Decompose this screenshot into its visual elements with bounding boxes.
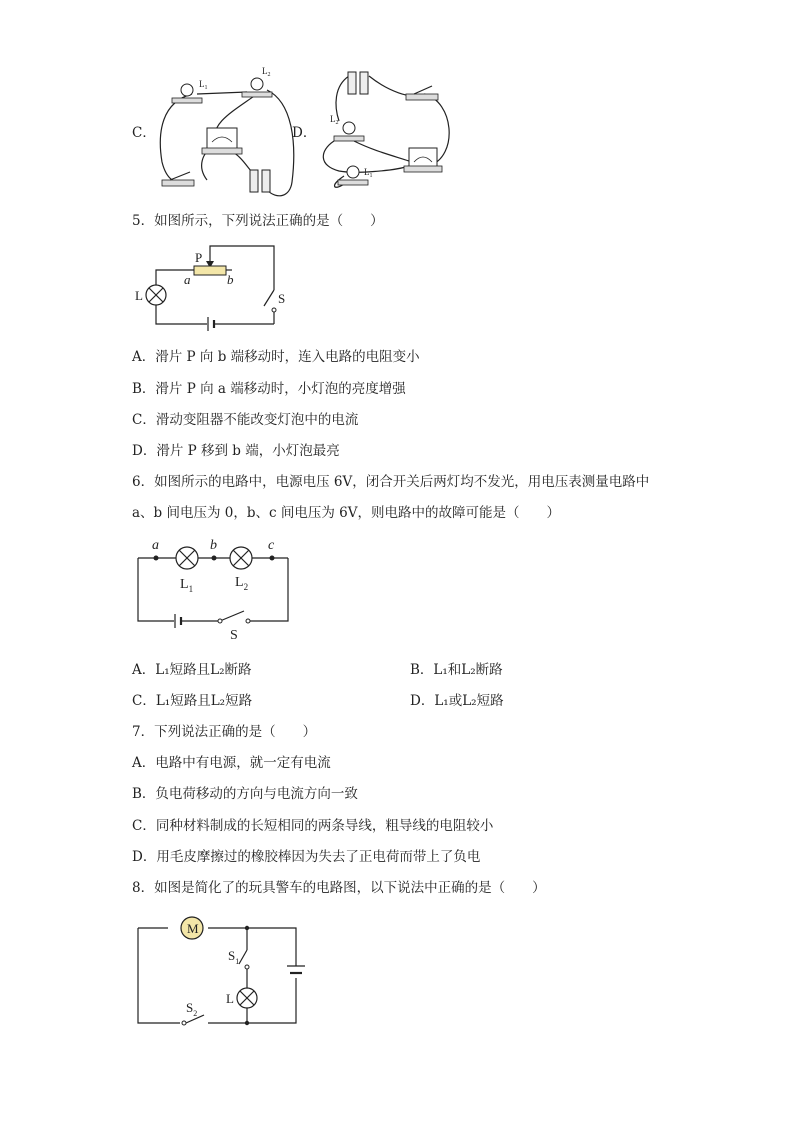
lamp-icon	[146, 285, 166, 305]
option-d-label: D．	[292, 125, 317, 141]
svg-text:M: M	[187, 921, 199, 936]
q7-stem: 7．下列说法正确的是（ ）	[132, 724, 317, 740]
s1-label: $S_1$	[228, 948, 240, 966]
l2-label: $L_2$	[262, 66, 271, 78]
q6-option-c: C．L₁短路且L₂短路	[132, 693, 253, 709]
rheostat-icon	[194, 266, 226, 275]
l-label: L	[135, 288, 143, 303]
switch-icon	[162, 180, 194, 186]
c-label: c	[268, 538, 275, 553]
q5-option-b: B．滑片 P 向 a 端移动时，小灯泡的亮度增强	[132, 381, 406, 397]
q5-option-d: D．滑片 P 移到 b 端，小灯泡最亮	[132, 443, 340, 459]
q6-stem-line2: a、b 间电压为 0，b、c 间电压为 6V，则电路中的故障可能是（ ）	[132, 505, 560, 521]
l1-label: $L_1$	[364, 167, 373, 179]
motor-icon	[181, 917, 203, 939]
s-label: S	[278, 291, 286, 306]
node-a	[154, 556, 159, 561]
battery-icon	[360, 72, 368, 94]
l-label: L	[226, 991, 234, 1006]
q6-circuit-figure	[132, 535, 302, 645]
q8-stem: 8．如图是简化了的玩具警车的电路图，以下说法中正确的是（ ）	[132, 880, 546, 896]
bulb-icon	[181, 84, 193, 96]
q5-circuit-figure	[132, 240, 292, 340]
bulb-icon	[347, 166, 359, 178]
s2-label: $S_2$	[186, 1000, 198, 1018]
lamp-l1-icon	[176, 547, 198, 569]
q6-option-b: B．L₁和L₂断路	[410, 662, 503, 678]
s-label: S	[230, 628, 238, 643]
l1-label: $L_1$	[199, 79, 208, 91]
lamp-base	[242, 92, 272, 97]
option-c-label: C．	[132, 125, 156, 141]
q8-circuit-figure	[132, 912, 312, 1032]
q6-option-d: D．L₁或L₂短路	[410, 693, 504, 709]
option-c-figure	[152, 62, 312, 202]
battery-icon	[250, 170, 258, 192]
b-label: b	[227, 272, 234, 287]
node-b	[212, 556, 217, 561]
a-label: a	[184, 272, 191, 287]
lamp-l2-icon	[230, 547, 252, 569]
q5-option-c: C．滑动变阻器不能改变灯泡中的电流	[132, 412, 359, 428]
lamp-icon	[237, 988, 257, 1008]
lamp-base	[172, 98, 202, 103]
l2-label: $L_2$	[330, 114, 339, 126]
battery-icon	[348, 72, 356, 94]
meter-icon	[207, 128, 237, 150]
a-label: a	[152, 538, 159, 553]
q7-option-d: D．用毛皮摩擦过的橡胶棒因为失去了正电荷而带上了负电	[132, 849, 481, 865]
meter-icon	[409, 148, 437, 168]
q7-option-b: B．负电荷移动的方向与电流方向一致	[132, 786, 358, 802]
p-label: P	[195, 250, 203, 265]
battery-icon	[262, 170, 270, 192]
q5-stem: 5．如图所示，下列说法正确的是（ ）	[132, 213, 384, 229]
q6-option-a: A．L₁短路且L₂断路	[132, 662, 252, 678]
b-label: b	[210, 538, 217, 553]
q5-option-a: A．滑片 P 向 b 端移动时，连入电路的电阻变小	[132, 349, 420, 365]
q7-option-c: C．同种材料制成的长短相同的两条导线，粗导线的电阻较小	[132, 818, 494, 834]
node-c	[270, 556, 275, 561]
l1-label: $L_1$	[180, 577, 194, 594]
bulb-icon	[343, 122, 355, 134]
bulb-icon	[251, 78, 263, 90]
l2-label: $L_2$	[235, 575, 249, 592]
option-d-figure	[314, 66, 464, 196]
q6-stem-line1: 6．如图所示的电路中，电源电压 6V，闭合开关后两灯均不发光，用电压表测量电路中	[132, 474, 650, 490]
switch-icon	[406, 94, 438, 100]
q7-option-a: A．电路中有电源，就一定有电流	[132, 755, 331, 771]
